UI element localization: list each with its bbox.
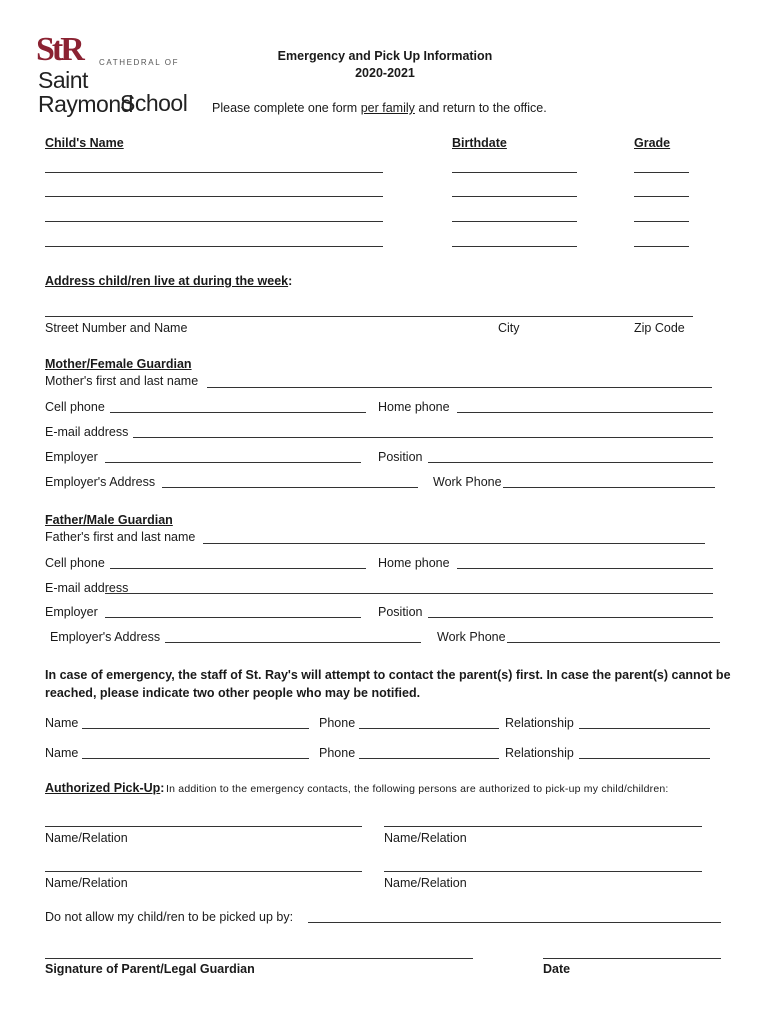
pickup-heading-colon: : [160, 781, 165, 795]
logo-small-text: CATHEDRAL OF [99, 58, 180, 67]
instruction-text-end: and return to the office. [414, 101, 547, 115]
pickup-name-relation-label: Name/Relation [384, 831, 467, 845]
child-name-field[interactable] [45, 172, 383, 173]
mother-employer-field[interactable] [105, 462, 361, 463]
grade-header: Grade [634, 136, 671, 150]
pickup-name-relation-field[interactable] [45, 826, 362, 827]
pickup-name-relation-label: Name/Relation [384, 876, 467, 890]
pickup-name-relation-label: Name/Relation [45, 831, 128, 845]
mother-employer-address-label: Employer's Address [45, 475, 156, 489]
father-home-field[interactable] [457, 568, 713, 569]
address-field[interactable] [45, 316, 693, 317]
emergency-name-label: Name [45, 716, 79, 730]
pickup-heading [45, 781, 164, 796]
emergency-phone-field[interactable] [359, 728, 499, 729]
mother-position-label: Position [378, 450, 423, 464]
do-not-allow-field[interactable] [308, 922, 721, 923]
pickup-name-relation-field[interactable] [384, 826, 702, 827]
mother-work-phone-field[interactable] [503, 487, 715, 488]
instruction-emphasis: per family [360, 101, 415, 115]
birthdate-field[interactable] [452, 221, 577, 222]
birthdate-header: Birthdate [452, 136, 507, 150]
mother-work-phone-label: Work Phone [433, 475, 502, 489]
father-cell-field[interactable] [110, 568, 366, 569]
signature-label: Signature of Parent/Legal Guardian [45, 962, 255, 976]
zip-label: Zip Code [634, 321, 685, 335]
form-instruction [212, 101, 547, 116]
date-field[interactable] [543, 958, 721, 959]
mother-cell-label: Cell phone [45, 400, 105, 414]
birthdate-field[interactable] [452, 196, 577, 197]
city-label: City [498, 321, 520, 335]
father-name-field[interactable] [203, 543, 705, 544]
birthdate-field[interactable] [452, 246, 577, 247]
pickup-heading-text: Authorized Pick-Up [45, 781, 161, 795]
emergency-phone-label: Phone [319, 716, 356, 730]
pickup-name-relation-label: Name/Relation [45, 876, 128, 890]
father-position-field[interactable] [428, 617, 713, 618]
grade-field[interactable] [634, 196, 689, 197]
father-work-phone-field[interactable] [507, 642, 720, 643]
form-year: 2020-2021 [355, 66, 415, 80]
pickup-note: In addition to the emergency contacts, the following persons are authorized to pick-up my child/children: [166, 783, 669, 795]
emergency-name-field[interactable] [82, 728, 309, 729]
father-employer-label: Employer [45, 605, 98, 619]
mother-position-field[interactable] [428, 462, 713, 463]
mother-cell-field[interactable] [110, 412, 366, 413]
father-employer-field[interactable] [105, 617, 361, 618]
mother-employer-address-field[interactable] [162, 487, 418, 488]
father-email-label: E-mail address [45, 581, 129, 595]
child-name-header: Child's Name [45, 136, 124, 150]
mother-email-label: E-mail address [45, 425, 129, 439]
father-cell-label: Cell phone [45, 556, 105, 570]
logo-name-line1: Saint Raymond [38, 67, 133, 117]
emergency-relationship-field[interactable] [579, 728, 710, 729]
father-work-phone-label: Work Phone [437, 630, 506, 644]
father-heading: Father/Male Guardian [45, 513, 173, 527]
father-employer-address-label: Employer's Address [50, 630, 161, 644]
grade-field[interactable] [634, 221, 689, 222]
address-heading-colon: : [288, 274, 293, 288]
emergency-relationship-label: Relationship [505, 746, 574, 760]
emergency-text-line2: reached, please indicate two other people who may be notified. [45, 686, 421, 700]
form-title: Emergency and Pick Up Information [277, 49, 493, 63]
logo-name-line2: School [120, 90, 188, 116]
mother-email-field[interactable] [133, 437, 713, 438]
emergency-phone-field[interactable] [359, 758, 499, 759]
father-name-label: Father's first and last name [45, 530, 196, 544]
birthdate-field[interactable] [452, 172, 577, 173]
emergency-relationship-label: Relationship [505, 716, 574, 730]
father-employer-address-field[interactable] [165, 642, 421, 643]
mother-name-field[interactable] [207, 387, 712, 388]
instruction-text: Please complete one form [212, 101, 361, 115]
street-label: Street Number and Name [45, 321, 188, 335]
child-name-field[interactable] [45, 221, 383, 222]
emergency-phone-label: Phone [319, 746, 356, 760]
do-not-allow-label: Do not allow my child/ren to be picked up by: [45, 910, 294, 924]
father-position-label: Position [378, 605, 423, 619]
mother-employer-label: Employer [45, 450, 98, 464]
emergency-text-line1: In case of emergency, the staff of St. Ray's will attempt to contact the parent(s) first. In case the parent(s) cannot be [45, 668, 731, 682]
address-heading [45, 274, 292, 289]
emergency-name-field[interactable] [82, 758, 309, 759]
emergency-relationship-field[interactable] [579, 758, 710, 759]
grade-field[interactable] [634, 246, 689, 247]
date-label: Date [543, 962, 571, 976]
emergency-name-label: Name [45, 746, 79, 760]
child-name-field[interactable] [45, 246, 383, 247]
mother-name-label: Mother's first and last name [45, 374, 199, 388]
grade-field[interactable] [634, 172, 689, 173]
child-name-field[interactable] [45, 196, 383, 197]
mother-home-label: Home phone [378, 400, 450, 414]
father-email-field[interactable] [105, 593, 713, 594]
mother-home-field[interactable] [457, 412, 713, 413]
pickup-name-relation-field[interactable] [45, 871, 362, 872]
address-heading-text: Address child/ren live at during the week [45, 274, 289, 288]
father-home-label: Home phone [378, 556, 450, 570]
signature-field[interactable] [45, 958, 473, 959]
logo-mark: StR [36, 31, 82, 68]
pickup-name-relation-field[interactable] [384, 871, 702, 872]
mother-heading: Mother/Female Guardian [45, 357, 192, 371]
